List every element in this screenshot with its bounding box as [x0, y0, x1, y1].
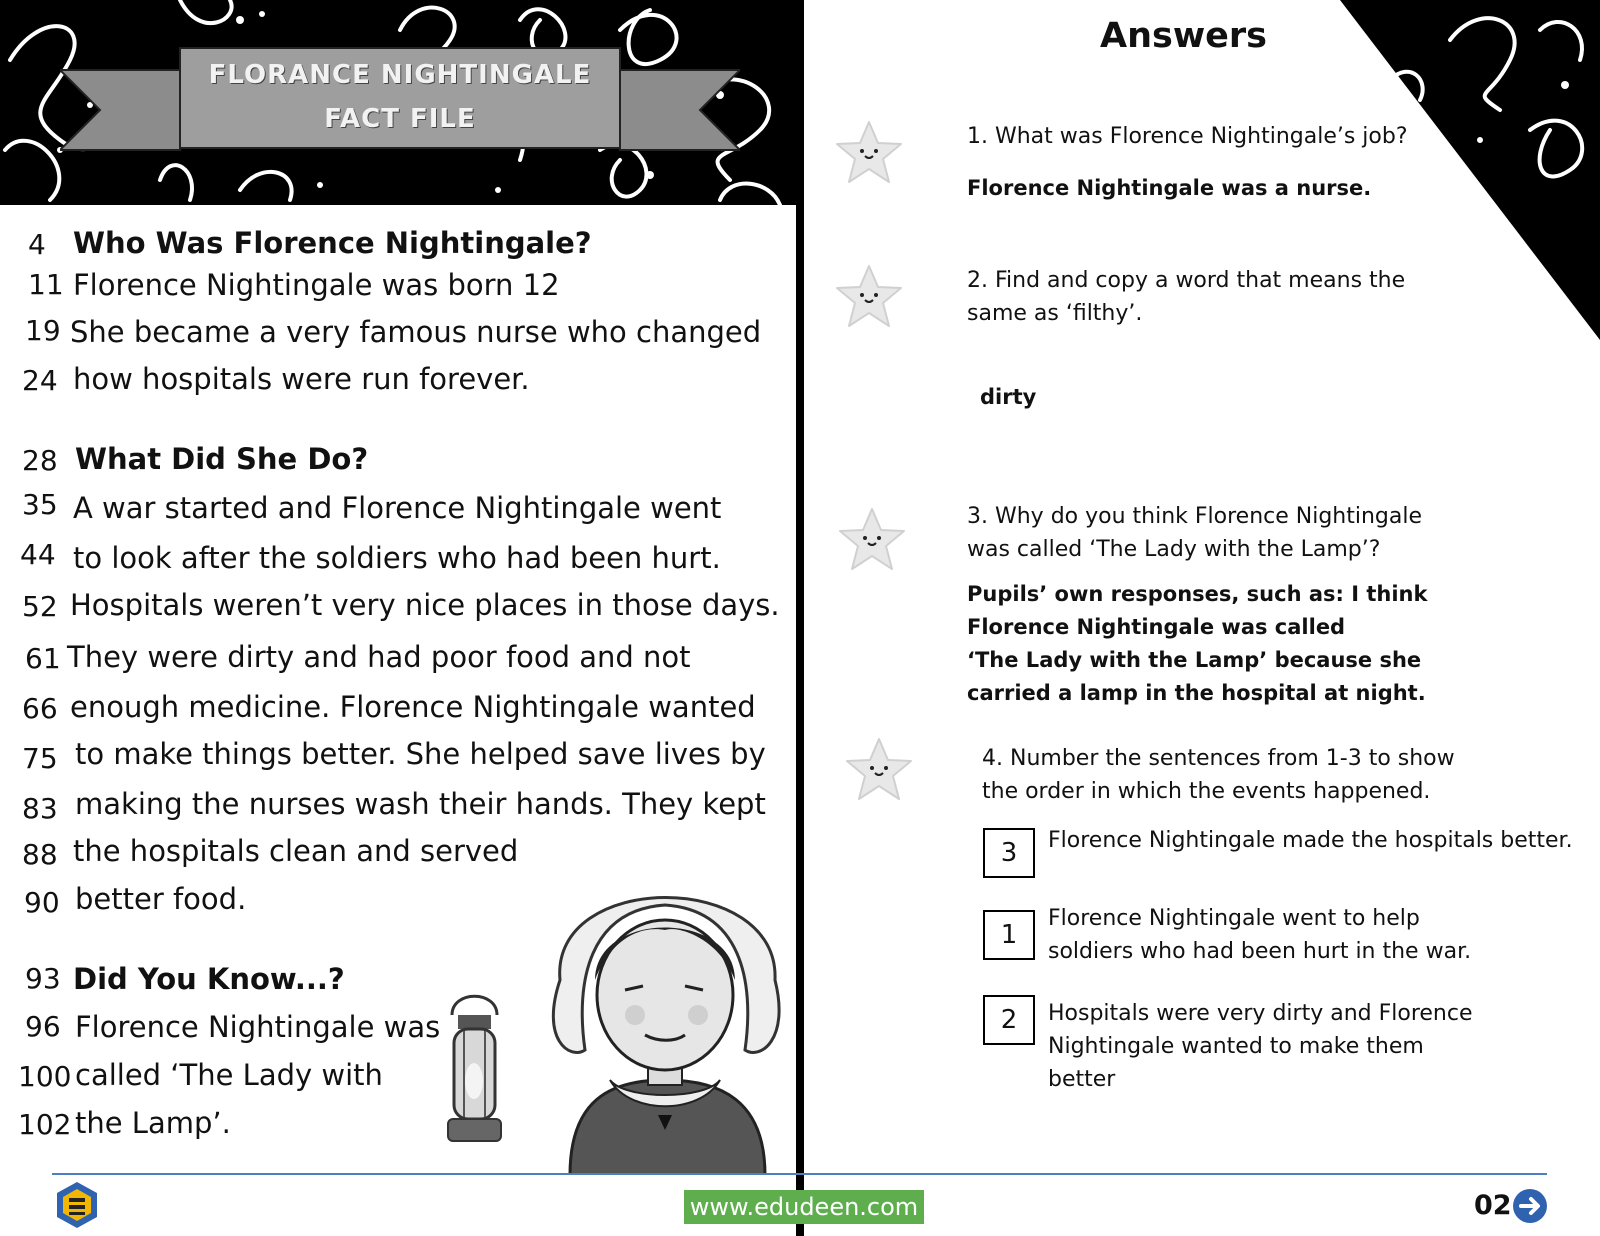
sequence-sentence: Nightingale wanted to make them — [1048, 1034, 1424, 1059]
word-count: 90 — [24, 886, 60, 919]
passage-line: She became a very famous nurse who changed — [70, 315, 762, 349]
question-3-line2: was called ‘The Lady with the Lamp’? — [967, 537, 1381, 562]
sequence-sentence: Hospitals were very dirty and Florence — [1048, 1001, 1473, 1026]
sequence-number-box: 3 — [983, 828, 1035, 878]
banner-title-line1: FLORANCE NIGHTINGALE — [208, 60, 592, 90]
word-count: 61 — [25, 642, 61, 675]
passage-line: enough medicine. Florence Nightingale wanted — [70, 690, 756, 724]
passage-line: making the nurses wash their hands. They kept — [75, 787, 766, 821]
word-count: 44 — [20, 538, 56, 571]
word-count: 24 — [22, 364, 58, 397]
nightingale-portrait-icon — [540, 830, 790, 1175]
answer-3-line1: Pupils’ own responses, such as: I think — [967, 582, 1428, 606]
answer-3-line4: carried a lamp in the hospital at night. — [967, 681, 1426, 705]
passage-line: to look after the soldiers who had been hurt. — [73, 541, 721, 575]
sequence-sentence: soldiers who had been hurt in the war. — [1048, 939, 1472, 964]
title-banner — [60, 40, 740, 170]
question-1: 1. What was Florence Nightingale’s job? — [967, 124, 1408, 149]
star-icon — [838, 505, 906, 573]
answer-3-line2: Florence Nightingale was called — [967, 615, 1346, 639]
passage-line: Florence Nightingale was born 12 — [73, 268, 560, 302]
question-4-line1: 4. Number the sentences from 1-3 to show — [982, 746, 1455, 771]
word-count: 66 — [22, 692, 58, 725]
word-count: 19 — [25, 314, 61, 347]
passage-line: Florence Nightingale was — [75, 1010, 441, 1044]
sequence-sentence: Florence Nightingale made the hospitals better. — [1048, 828, 1573, 853]
page-number: 02 — [1474, 1190, 1512, 1221]
passage-line: how hospitals were run forever. — [73, 362, 530, 396]
question-4-line2: the order in which the events happened. — [982, 779, 1431, 804]
word-count: 100 — [18, 1060, 72, 1093]
answers-title: Answers — [1100, 16, 1268, 56]
question-2-line2: same as ‘filthy’. — [967, 301, 1143, 326]
website-link[interactable]: www.edudeen.com — [684, 1190, 924, 1224]
page-divider — [796, 0, 804, 1236]
section-heading: Did You Know...? — [73, 962, 345, 996]
word-count: 52 — [22, 590, 58, 623]
passage-line: called ‘The Lady with — [75, 1058, 383, 1092]
passage-line: better food. — [75, 882, 247, 916]
passage-line: A war started and Florence Nightingale went — [73, 491, 722, 525]
word-count: 88 — [22, 838, 58, 871]
sequence-sentence: Florence Nightingale went to help — [1048, 906, 1420, 931]
word-count: 35 — [22, 488, 58, 521]
star-icon — [845, 735, 913, 803]
lantern-icon — [432, 985, 517, 1160]
word-count: 93 — [25, 962, 61, 995]
passage-line: Hospitals weren’t very nice places in those days. — [70, 588, 780, 622]
footer-rule — [52, 1173, 1547, 1175]
word-count: 4 — [28, 228, 46, 261]
answer-1: Florence Nightingale was a nurse. — [967, 176, 1372, 200]
answer-2: dirty — [980, 385, 1037, 409]
sequence-number-box: 2 — [983, 995, 1035, 1045]
passage-line: They were dirty and had poor food and not — [67, 640, 691, 674]
word-count: 96 — [25, 1010, 61, 1043]
section-heading: Who Was Florence Nightingale? — [73, 226, 592, 260]
edudeen-logo-icon[interactable] — [55, 1180, 99, 1230]
arrow-right-circle-icon[interactable] — [1512, 1188, 1548, 1224]
banner-title-line2: FACT FILE — [324, 104, 476, 134]
word-count: 75 — [22, 742, 58, 775]
passage-line: to make things better. She helped save lives by — [75, 737, 766, 771]
passage-line: the hospitals clean and served — [73, 834, 519, 868]
answer-3-line3: ‘The Lady with the Lamp’ because she — [967, 648, 1422, 672]
word-count: 102 — [18, 1108, 72, 1141]
star-icon — [835, 118, 903, 186]
word-count: 83 — [22, 792, 58, 825]
word-count: 28 — [22, 444, 58, 477]
passage-line: the Lamp’. — [75, 1106, 231, 1140]
question-2-line1: 2. Find and copy a word that means the — [967, 268, 1406, 293]
section-heading: What Did She Do? — [75, 442, 369, 476]
sequence-number-box: 1 — [983, 910, 1035, 960]
sequence-sentence: better — [1048, 1067, 1116, 1092]
star-icon — [835, 262, 903, 330]
word-count: 11 — [28, 268, 64, 301]
question-3-line1: 3. Why do you think Florence Nightingale — [967, 504, 1423, 529]
fact-file-header — [0, 0, 800, 205]
